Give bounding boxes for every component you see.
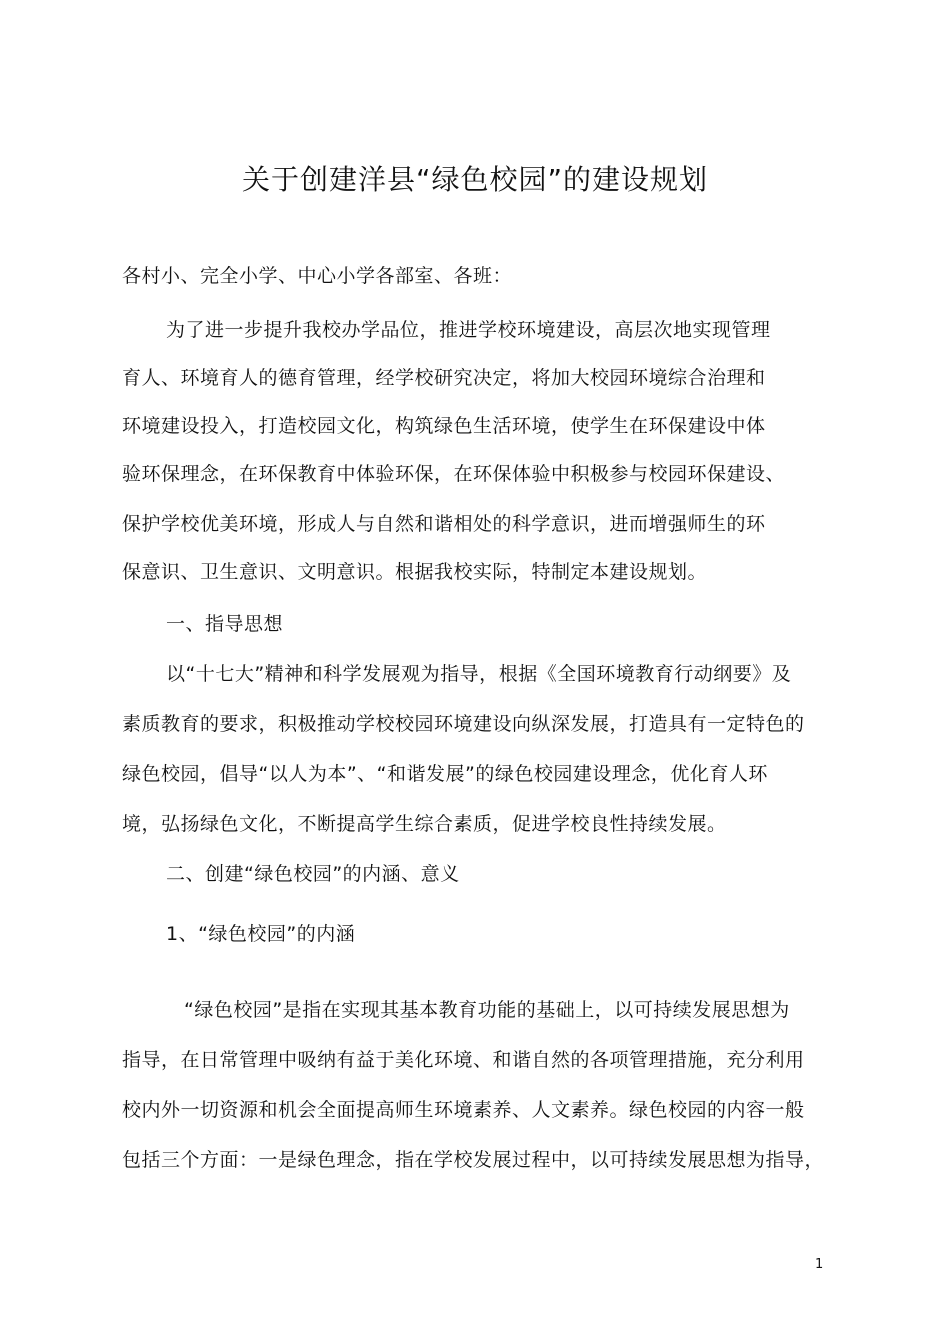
section-heading: 二、创建“绿色校园”的内涵、意义 (166, 863, 460, 885)
paragraph-line: 为了进一步提升我校办学品位，推进学校环境建设，高层次地实现管理 (166, 319, 771, 341)
paragraph-line: 包括三个方面：一是绿色理念，指在学校发展过程中，以可持续发展思想为指导， (122, 1149, 825, 1171)
paragraph-line: 以“十七大”精神和科学发展观为指导，根据《全国环境教育行动纲要》及 (166, 663, 792, 685)
document-title: 关于创建洋县“绿色校园”的建设规划 (241, 163, 708, 196)
paragraph-line: 保意识、卫生意识、文明意识。根据我校实际，特制定本建设规划。 (122, 561, 708, 583)
paragraph-line: 环境建设投入，打造校园文化，构筑绿色生活环境，使学生在环保建设中体 (122, 415, 766, 437)
paragraph-line: 验环保理念，在环保教育中体验环保，在环保体验中积极参与校园环保建设、 (122, 463, 786, 485)
paragraph-line: 绿色校园，倡导“以人为本”、“和谐发展”的绿色校园建设理念，优化育人环 (122, 763, 768, 785)
paragraph-line: 保护学校优美环境，形成人与自然和谐相处的科学意识，进而增强师生的环 (122, 513, 766, 535)
paragraph-line: “绿色校园”是指在实现其基本教育功能的基础上，以可持续发展思想为 (184, 999, 790, 1021)
paragraph-line: 境，弘扬绿色文化，不断提高学生综合素质，促进学校良性持续发展。 (122, 813, 727, 835)
paragraph-line: 素质教育的要求，积极推动学校校园环境建设向纵深发展，打造具有一定特色的 (122, 713, 805, 735)
section-heading: 一、指导思想 (166, 613, 284, 635)
paragraph-line: 指导，在日常管理中吸纳有益于美化环境、和谐自然的各项管理措施，充分利用 (122, 1049, 805, 1071)
salutation: 各村小、完全小学、中心小学各部室、各班： (122, 265, 513, 287)
page-number: 1 (815, 1257, 824, 1272)
paragraph-line: 校内外一切资源和机会全面提高师生环境素养、人文素养。绿色校园的内容一般 (122, 1099, 805, 1121)
paragraph-line: 育人、环境育人的德育管理，经学校研究决定，将加大校园环境综合治理和 (122, 367, 766, 389)
subsection-heading: 1、“绿色校园”的内涵 (166, 923, 356, 945)
